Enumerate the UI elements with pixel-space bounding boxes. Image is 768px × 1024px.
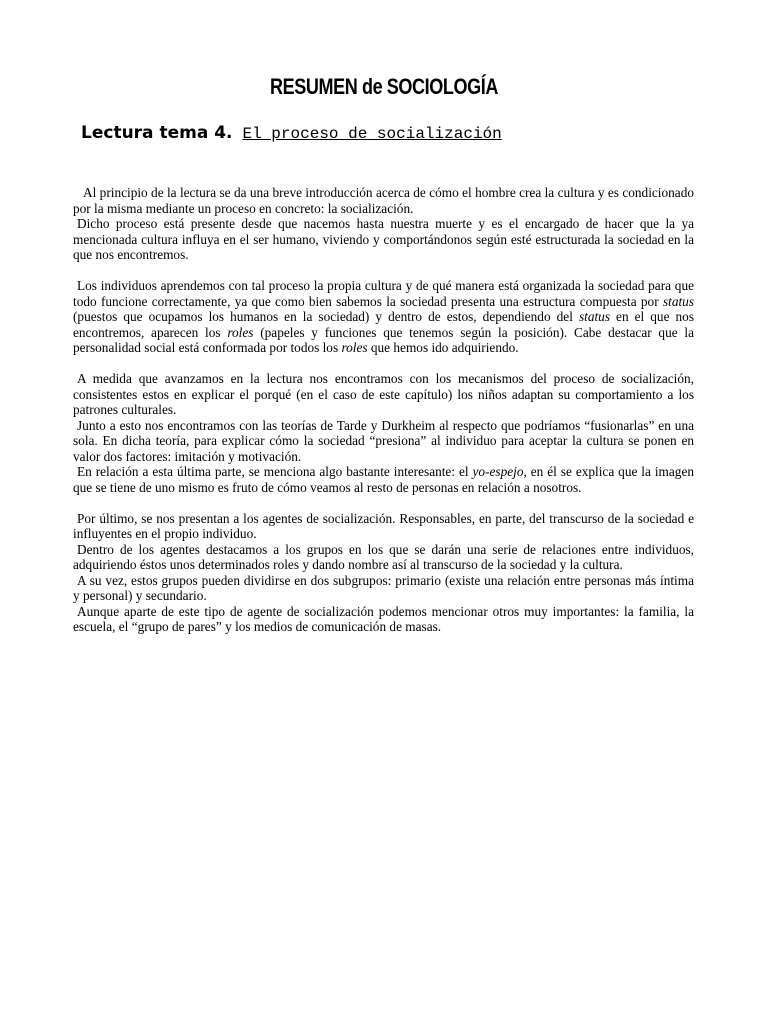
text-run: En relación a esta última parte, se menciona algo bastante interesante: el <box>77 464 473 479</box>
paragraph-groups: Dentro de los agentes destacamos a los grupos en los que se darán una serie de relaciones entre individuos, adquiriendo éstos unos determinados roles y dando nombre así al transcurso de la sociedad y la cultura. <box>73 541 694 572</box>
text-run: , en él se explica que la imagen que se tiene de uno mismo es fruto de cómo veamos al resto de personas en relación a nosotros. <box>73 464 694 495</box>
lecture-label: Lectura tema 4. <box>81 123 233 143</box>
paragraph-other-agents: Aunque aparte de este tipo de agente de socialización podemos mencionar otros muy importantes: la familia, la escuela, el “grupo de pares” y los medios de comunicación de masas. <box>73 603 694 634</box>
lecture-heading <box>81 123 502 143</box>
paragraph-gap <box>73 356 694 372</box>
paragraph-yo-espejo <box>73 464 694 495</box>
paragraph-subgroups: A su vez, estos grupos pueden dividirse en dos subgrupos: primario (existe una relación entre personas más íntima y personal) y secundario. <box>73 572 694 603</box>
document-title: RESUMEN de SOCIOLOGÍA <box>270 74 498 99</box>
italic-term-roles: roles <box>341 340 368 355</box>
paragraph-intro: Al principio de la lectura se da una breve introducción acerca de cómo el hombre crea la cultura y es condicionado por la misma mediante un proceso en concreto: la socialización. <box>73 185 694 216</box>
lecture-topic: El proceso de socialización <box>242 125 502 143</box>
document-body <box>73 185 694 635</box>
text-run: en el que nos encontremos, aparecen los <box>73 309 694 340</box>
paragraph-gap <box>73 495 694 511</box>
paragraph-status-roles <box>73 278 694 356</box>
paragraph-mechanisms: A medida que avanzamos en la lectura nos encontramos con los mecanismos del proceso de socialización, consistentes estos en explicar el porqué (en el caso de este capítulo) los niños adaptan su comportamiento a los patrones culturales. <box>73 371 694 417</box>
text-run: (papeles y funciones que tenemos según la posición). Cabe destacar que la personalidad social está conformada por todos los <box>73 324 694 355</box>
text-run: Los individuos aprendemos con tal proceso la propia cultura y de qué manera está organizada la sociedad para que todo funcione correctamente, ya que como bien sabemos la sociedad presenta una estructura compuesta por <box>73 278 694 309</box>
text-run: (puestos que ocupamos los humanos en la sociedad) y dentro de estos, dependiendo del <box>73 309 579 324</box>
paragraph-process: Dicho proceso está presente desde que nacemos hasta nuestra muerte y es el encargado de hacer que la ya mencionada cultura influya en el ser humano, viviendo y comportándonos según esté estructurada la sociedad en la que nos encontremos. <box>73 216 694 262</box>
italic-term-status: status <box>662 293 694 309</box>
italic-term-yo-espejo: yo-espejo <box>472 464 524 479</box>
italic-term-status: status <box>578 309 610 324</box>
italic-term-roles: roles <box>227 324 254 340</box>
paragraph-agents: Por último, se nos presentan a los agentes de socialización. Responsables, en parte, del transcurso de la sociedad e influyentes en el propio individuo. <box>73 510 694 541</box>
text-run: que hemos ido adquiriendo. <box>367 340 519 355</box>
paragraph-gap <box>73 263 694 279</box>
paragraph-tarde-durkheim: Junto a esto nos encontramos con las teorías de Tarde y Durkheim al respecto que podríamos “fusionarlas” en una sola. En dicha teoría, para explicar cómo la sociedad “presiona” al individuo para aceptar la cultura se ponen en valor dos factores: imitación y motivación. <box>73 417 694 464</box>
